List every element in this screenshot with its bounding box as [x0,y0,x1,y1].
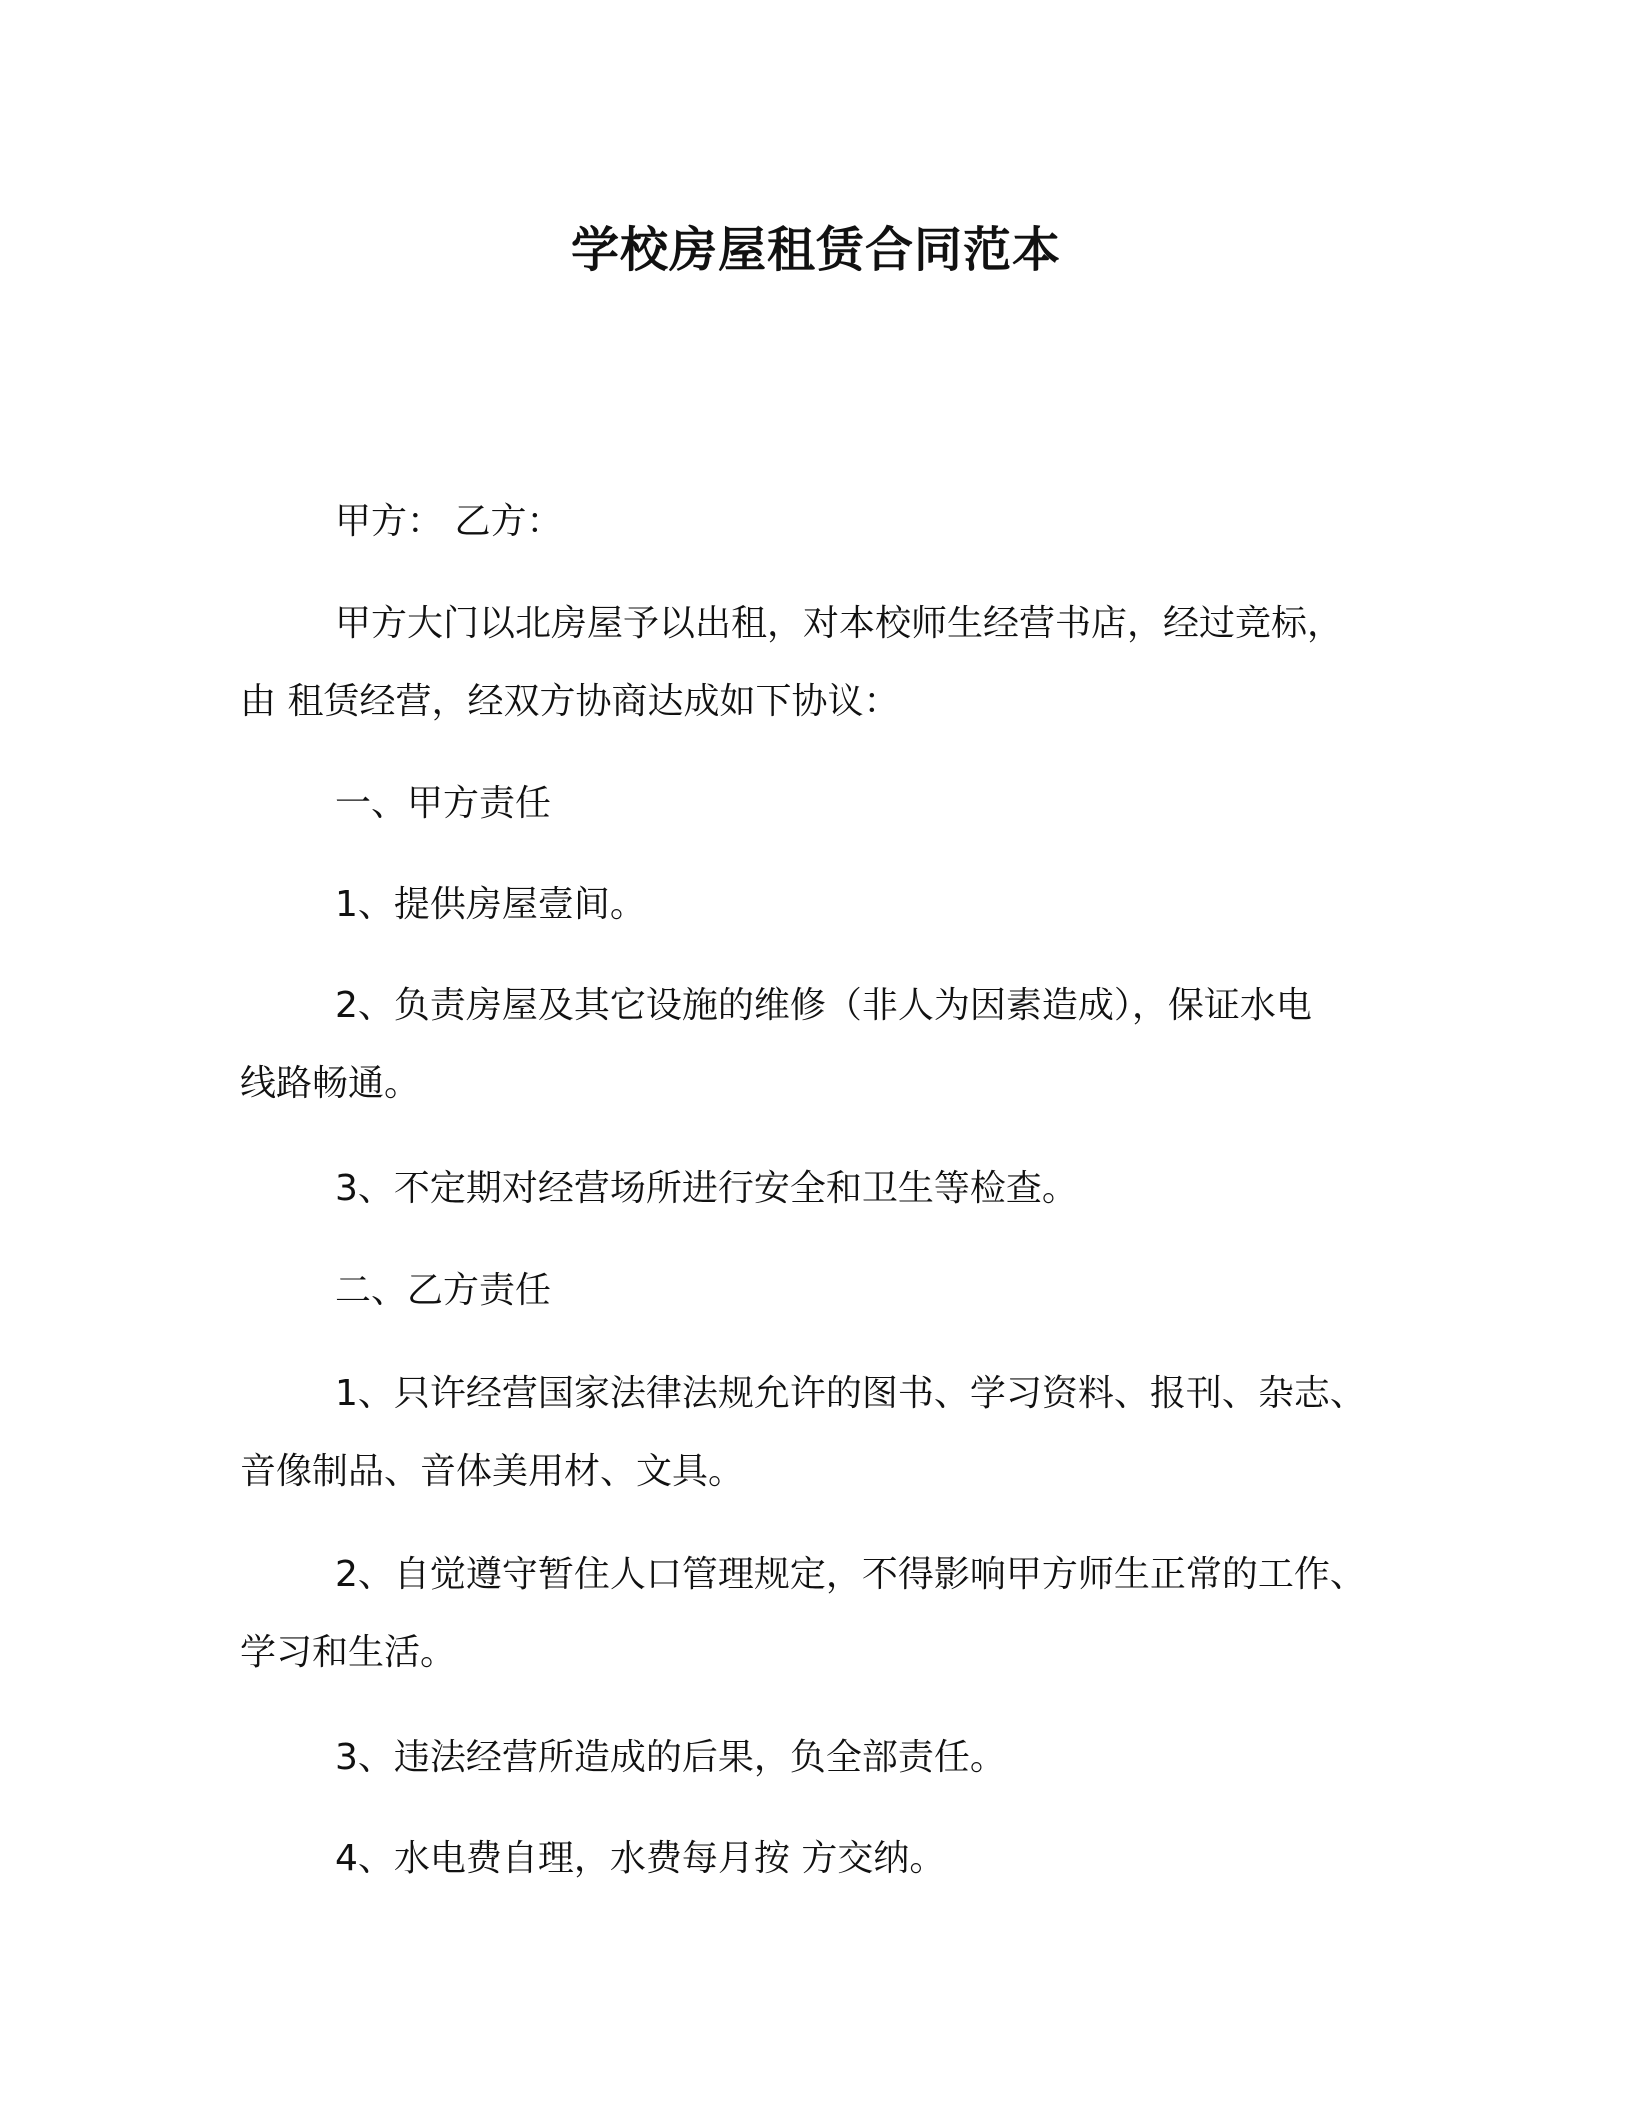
section-2-heading: 二、乙方责任 [335,1270,552,1311]
section-1-item-3: 3、不定期对经营场所进行安全和卫生等检查。 [335,1168,1078,1209]
intro-line-2: 由 租赁经营，经双方协商达成如下协议： [240,681,900,722]
section-2-item-4: 4、水电费自理，水费每月按 方交纳。 [335,1838,946,1879]
section-2-item-1-line-1: 1、只许经营国家法律法规允许的图书、学习资料、报刊、杂志、 [335,1373,1366,1414]
intro-paragraph [240,597,1390,729]
section-2-item-1 [240,1367,1390,1499]
intro-line-1: 甲方大门以北房屋予以出租，对本校师生经营书店，经过竞标， [335,603,1344,644]
section-2-item-2-line-2: 学习和生活。 [240,1632,457,1673]
section-2-item-2 [240,1548,1390,1680]
section-1-heading: 一、甲方责任 [335,783,552,824]
parties-line: 甲方： 乙方： [335,501,563,542]
section-1-item-1: 1、提供房屋壹间。 [335,884,646,925]
section-1-item-2-line-1: 2、负责房屋及其它设施的维修（非人为因素造成），保证水电 [335,985,1312,1026]
section-1-item-2-line-2: 线路畅通。 [240,1063,421,1104]
document-title: 学校房屋租赁合同范本 [570,222,1061,278]
section-2-item-2-line-1: 2、自觉遵守暂住人口管理规定，不得影响甲方师生正常的工作、 [335,1554,1366,1595]
section-2-item-1-line-2: 音像制品、音体美用材、文具。 [240,1451,745,1492]
section-2-item-3: 3、违法经营所造成的后果，负全部责任。 [335,1737,1006,1778]
section-1-item-2 [240,979,1390,1111]
